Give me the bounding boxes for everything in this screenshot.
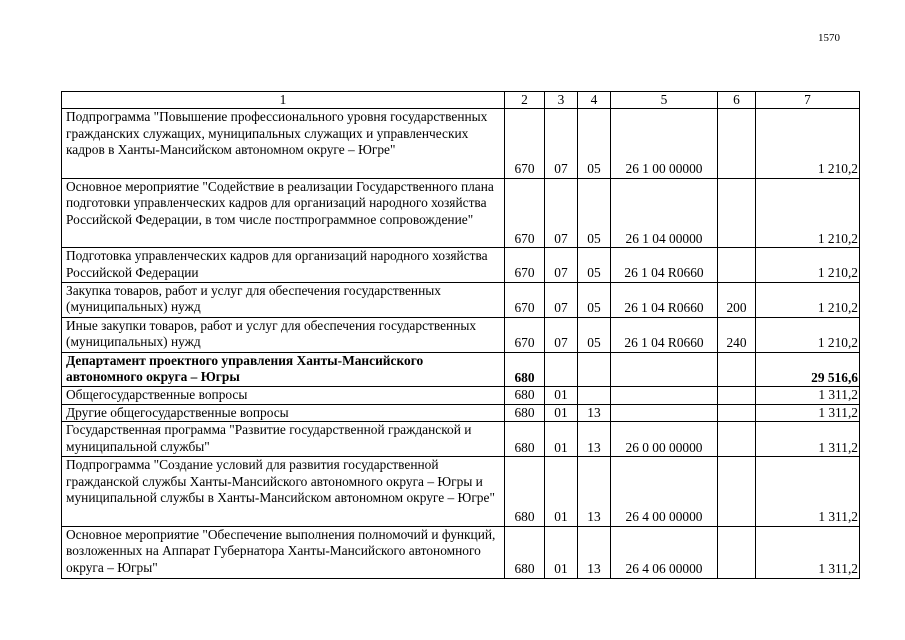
row-sum-cell: 29 516,6 [756,352,860,387]
table-row [62,178,860,248]
row-sum-cell: 1 210,2 [756,109,860,179]
row-vr-cell: 240 [718,317,756,352]
table-row [62,457,860,527]
row-vr-cell [718,526,756,578]
row-rz-cell: 07 [545,248,578,283]
row-pr-cell [578,352,611,387]
row-sum-cell: 1 311,2 [756,387,860,405]
row-name-cell: Общегосударственные вопросы [62,387,505,405]
row-name-cell: Основное мероприятие "Обеспечение выполнения полномочий и функций, возложенных на Аппарат Губернатора Ханты-Мансийского автономного округа – Югры" [62,526,505,578]
row-vr-cell [718,422,756,457]
row-vr-cell [718,352,756,387]
row-pr-cell: 05 [578,178,611,248]
row-sum-cell: 1 311,2 [756,457,860,527]
header-col-5: 5 [611,92,718,109]
row-ved-cell: 680 [505,404,545,422]
row-ved-cell: 670 [505,109,545,179]
header-col-7: 7 [756,92,860,109]
row-sum-cell: 1 210,2 [756,178,860,248]
row-pr-cell: 13 [578,526,611,578]
row-sum-cell: 1 311,2 [756,526,860,578]
row-sum-cell: 1 311,2 [756,404,860,422]
row-ved-cell: 680 [505,457,545,527]
row-csr-cell: 26 1 04 R0660 [611,282,718,317]
row-rz-cell: 07 [545,109,578,179]
row-pr-cell: 05 [578,282,611,317]
header-col-6: 6 [718,92,756,109]
header-col-3: 3 [545,92,578,109]
row-rz-cell: 01 [545,526,578,578]
row-pr-cell: 13 [578,457,611,527]
row-sum-cell: 1 210,2 [756,282,860,317]
row-name-cell: Основное мероприятие "Содействие в реализации Государственного плана подготовки управленческих кадров для организаций народного хозяйства Российской Федерации, в том числе постпрограммное сопровождение" [62,178,505,248]
row-pr-cell: 05 [578,248,611,283]
row-csr-cell: 26 1 04 R0660 [611,317,718,352]
table-row [62,248,860,283]
row-csr-cell [611,352,718,387]
row-pr-cell: 13 [578,404,611,422]
row-ved-cell: 680 [505,422,545,457]
row-rz-cell: 07 [545,178,578,248]
row-pr-cell [578,387,611,405]
row-vr-cell [718,404,756,422]
row-name-cell: Другие общегосударственные вопросы [62,404,505,422]
budget-table [61,91,860,579]
row-csr-cell: 26 1 04 00000 [611,178,718,248]
row-vr-cell [718,387,756,405]
row-csr-cell: 26 4 06 00000 [611,526,718,578]
row-name-cell: Департамент проектного управления Ханты-Мансийского автономного округа – Югры [62,352,505,387]
row-rz-cell: 01 [545,404,578,422]
table-header-row [62,92,860,109]
row-ved-cell: 670 [505,282,545,317]
row-csr-cell [611,387,718,405]
row-rz-cell: 01 [545,387,578,405]
table-row [62,422,860,457]
row-csr-cell: 26 1 04 R0660 [611,248,718,283]
table-row [62,526,860,578]
table-row [62,109,860,179]
table-row [62,282,860,317]
row-csr-cell: 26 1 00 00000 [611,109,718,179]
row-name-cell: Закупка товаров, работ и услуг для обеспечения государственных (муниципальных) нужд [62,282,505,317]
table-row [62,352,860,387]
row-csr-cell [611,404,718,422]
row-name-cell: Подпрограмма "Повышение профессионального уровня государственных гражданских служащих, муниципальных служащих и управленческих кадров в Ханты-Мансийском автономном округе – Югре" [62,109,505,179]
row-pr-cell: 13 [578,422,611,457]
row-rz-cell: 07 [545,317,578,352]
table-row [62,404,860,422]
row-sum-cell: 1 210,2 [756,248,860,283]
page-number: 1570 [818,32,840,44]
row-name-cell: Государственная программа "Развитие государственной гражданской и муниципальной службы" [62,422,505,457]
row-pr-cell: 05 [578,109,611,179]
row-csr-cell: 26 4 00 00000 [611,457,718,527]
row-name-cell: Иные закупки товаров, работ и услуг для обеспечения государственных (муниципальных) нужд [62,317,505,352]
row-ved-cell: 680 [505,387,545,405]
row-ved-cell: 680 [505,352,545,387]
row-vr-cell: 200 [718,282,756,317]
row-rz-cell: 01 [545,422,578,457]
header-col-2: 2 [505,92,545,109]
row-rz-cell [545,352,578,387]
row-vr-cell [718,178,756,248]
row-rz-cell: 01 [545,457,578,527]
row-ved-cell: 670 [505,178,545,248]
table-row [62,317,860,352]
table-row [62,387,860,405]
header-col-4: 4 [578,92,611,109]
row-csr-cell: 26 0 00 00000 [611,422,718,457]
row-sum-cell: 1 311,2 [756,422,860,457]
header-col-1: 1 [62,92,505,109]
row-ved-cell: 670 [505,248,545,283]
row-sum-cell: 1 210,2 [756,317,860,352]
row-name-cell: Подпрограмма "Создание условий для развития государственной гражданской службы Ханты-Мансийского автономного округа – Югры и муниципальной службы в Ханты-Мансийском автономном округе – Югре" [62,457,505,527]
row-vr-cell [718,248,756,283]
row-name-cell: Подготовка управленческих кадров для организаций народного хозяйства Российской Федерации [62,248,505,283]
row-vr-cell [718,109,756,179]
row-pr-cell: 05 [578,317,611,352]
row-ved-cell: 670 [505,317,545,352]
row-rz-cell: 07 [545,282,578,317]
row-ved-cell: 680 [505,526,545,578]
row-vr-cell [718,457,756,527]
